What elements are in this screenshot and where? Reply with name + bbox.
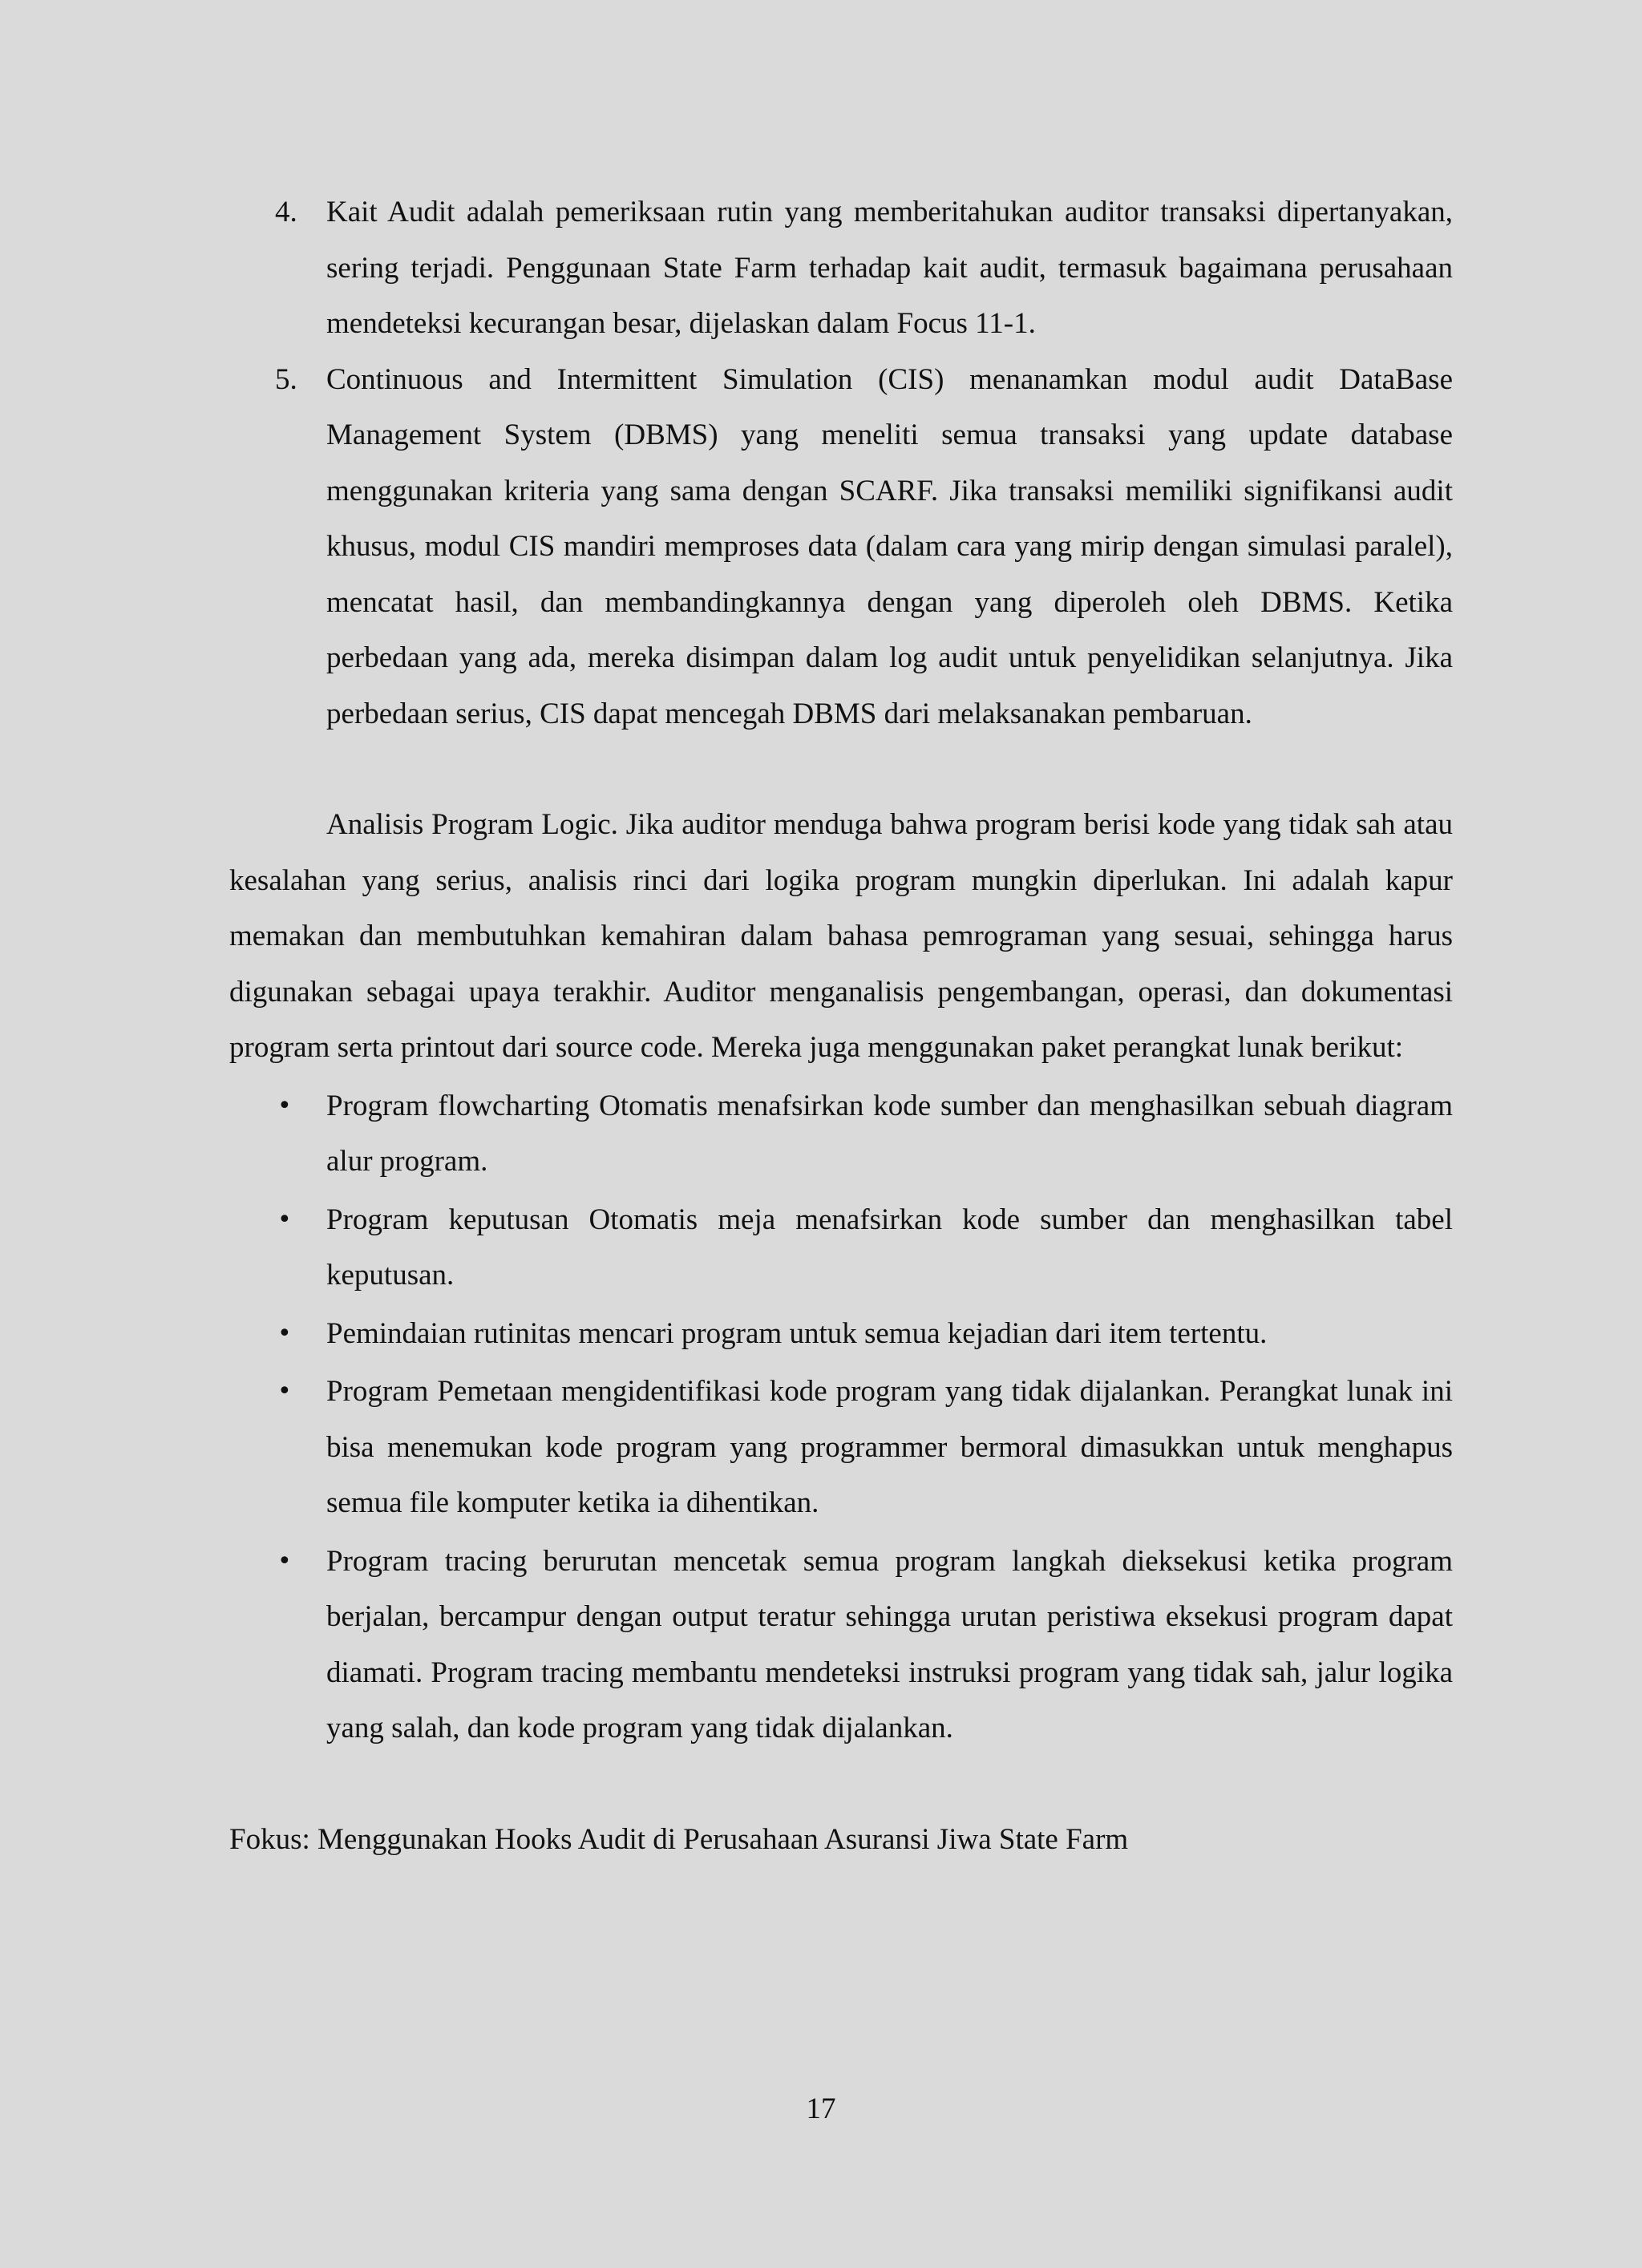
bullet-icon: • [277,1546,292,1575]
bullet-item [229,1192,1453,1304]
bullet-text: Program keputusan Otomatis meja menafsirkan kode sumber dan menghasilkan tabel keputusan. [326,1203,1453,1292]
bullet-item [229,1534,1453,1757]
bullet-icon: • [277,1377,292,1405]
bullet-text: Program tracing berurutan mencetak semua program langkah dieksekusi ketika program berjalan, bercampur dengan output teratur sehingga urutan peristiwa eksekusi program dapat diamati. Program tracing membantu mendeteksi instruksi program yang tidak sah, jalur logika yang salah, dan kode program yang tidak dijalankan. [326,1544,1453,1744]
focus-heading: Fokus: Menggunakan Hooks Audit di Perusahaan Asuransi Jiwa State Farm [229,1822,1129,1856]
page-body [229,184,1453,1867]
bullet-text: Pemindaian rutinitas mencari program untuk semua kejadian dari item tertentu. [326,1316,1268,1350]
list-item [229,184,1453,352]
bullet-text: Program Pemetaan mengidentifikasi kode program yang tidak dijalankan. Perangkat lunak ini bisa menemukan kode program yang programmer bermoral dimasukkan untuk menghapus semua file komputer ketika ia dihentikan. [326,1375,1453,1519]
page-number: 17 [806,2092,836,2125]
bullet-item [229,1078,1453,1190]
list-item-text: Continuous and Intermittent Simulation (CIS) menanamkan modul audit DataBase Management System (DBMS) yang meneliti semua transaksi yang update database menggunakan kriteria yang sama dengan SCARF. Jika transaksi memiliki signifikansi audit khusus, modul CIS mandiri memproses data (dalam cara yang mirip dengan simulasi paralel), mencatat hasil, dan membandingkannya dengan yang diperoleh oleh DBMS. Ketika perbedaan yang ada, mereka disimpan dalam log audit untuk penyelidikan selanjutnya. Jika perbedaan serius, CIS dapat mencegah DBMS dari melaksanakan pembaruan. [326,362,1453,730]
numbered-list [229,184,1453,742]
bullet-icon: • [277,1205,292,1234]
bullet-icon: • [277,1091,292,1120]
list-item-number: 5. [275,362,297,396]
bullet-list [229,1078,1453,1757]
list-item [229,352,1453,742]
body-paragraph: Analisis Program Logic. Jika auditor menduga bahwa program berisi kode yang tidak sah atau kesalahan yang serius, analisis rinci dari logika program mungkin diperlukan. Ini adalah kapur memakan dan membutuhkan kemahiran dalam bahasa pemrograman yang sesuai, sehingga harus digunakan sebagai upaya terakhir. Auditor menganalisis pengembangan, operasi, dan dokumentasi program serta printout dari source code. Mereka juga menggunakan paket perangkat lunak berikut: [229,808,1453,1064]
bullet-icon: • [277,1319,292,1348]
bullet-item [229,1364,1453,1531]
bullet-text: Program flowcharting Otomatis menafsirkan kode sumber dan menghasilkan sebuah diagram alur program. [326,1089,1453,1178]
list-item-number: 4. [275,196,297,228]
list-item-text: Kait Audit adalah pemeriksaan rutin yang memberitahukan auditor transaksi dipertanyakan, sering terjadi. Penggunaan State Farm terhadap kait audit, termasuk bagaimana perusahaan mendeteksi kecurangan besar, dijelaskan dalam Focus 11-1. [326,196,1453,340]
bullet-item [229,1306,1453,1362]
